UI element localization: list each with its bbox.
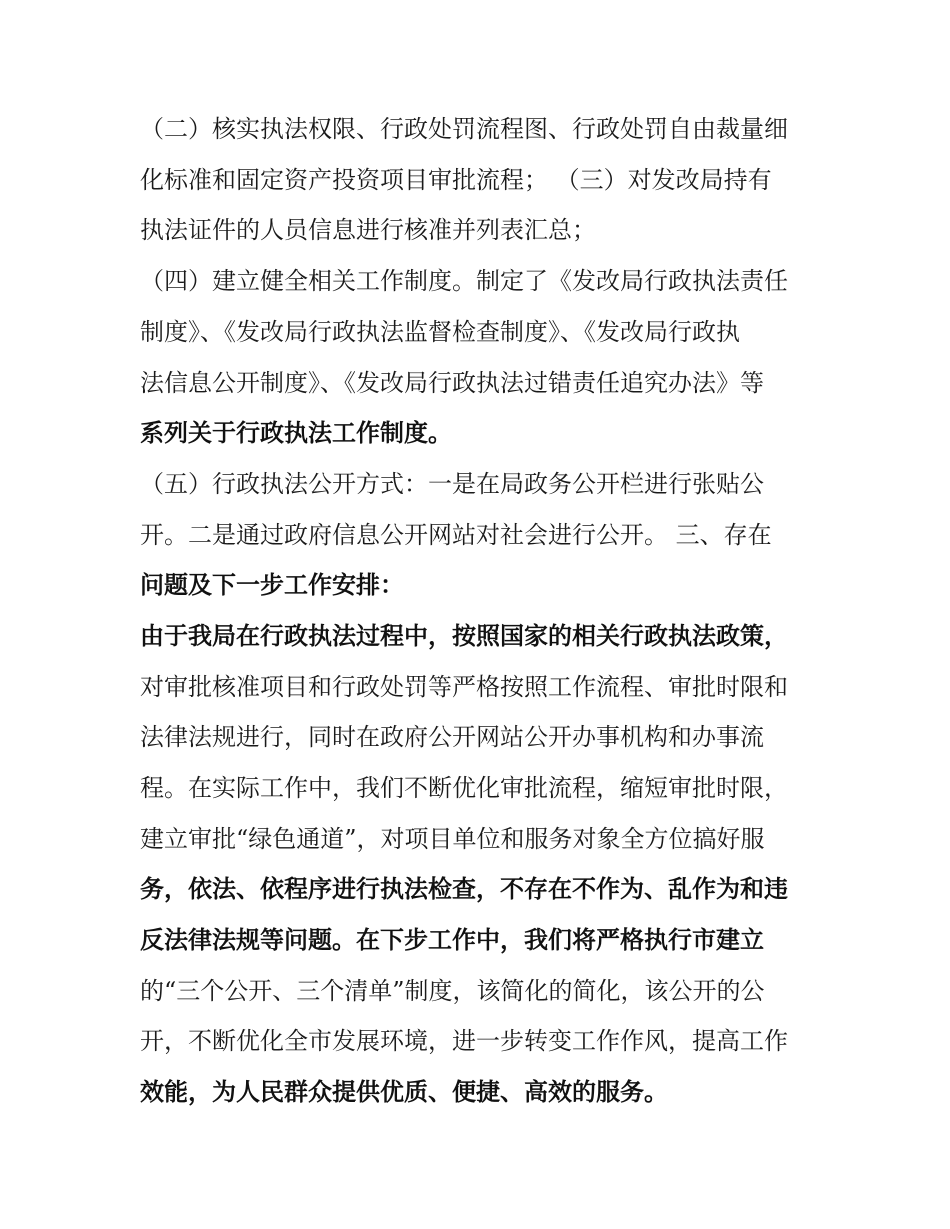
text-line-15: 建立审批“绿色通道”，对项目单位和服务对象全方位搞好服: [140, 825, 765, 853]
text-line-9: 开。二是通过政府信息公开网站对社会进行公开。 三、存在: [140, 521, 772, 549]
text-line-11: 由于我局在行政执法过程中，按照国家的相关行政执法政策，: [140, 622, 788, 650]
text-line-12: 对审批核准项目和行政处罚等严格按照工作流程、审批时限和: [140, 673, 788, 701]
text-line-4: （四）建立健全相关工作制度。制定了《发改局行政执法责任: [140, 267, 788, 295]
text-line-3: 执法证件的人员信息进行核准并列表汇总；: [140, 216, 596, 244]
text-line-13: 法律法规进行，同时在政府公开网站公开办事机构和办事流: [140, 723, 764, 751]
text-line-17: 反法律法规等问题。在下步工作中，我们将严格执行市建立: [140, 926, 764, 954]
text-line-8: （五）行政执法公开方式：一是在局政务公开栏进行张贴公: [140, 470, 764, 498]
text-line-16: 务，依法、依程序进行执法检查，不存在不作为、乱作为和违: [140, 875, 788, 903]
text-line-7: 系列关于行政执法工作制度。: [140, 419, 452, 447]
text-line-19: 开，不断优化全市发展环境，进一步转变工作作风，提高工作: [140, 1027, 788, 1055]
text-line-5: 制度》、《发改局行政执法监督检查制度》、《发改局行政执: [140, 318, 740, 346]
text-line-14: 程。在实际工作中，我们不断优化审批流程，缩短审批时限，: [140, 774, 788, 802]
section-heading: 问题及下一步工作安排：: [140, 571, 404, 599]
text-line-18: 的“三个公开、三个清单”制度，该简化的简化，该公开的公: [140, 977, 765, 1005]
text-line-6: 法信息公开制度》、《发改局行政执法过错责任追究办法》等: [140, 369, 764, 397]
text-line-2: 化标准和固定资产投资项目审批流程； （三）对发改局持有: [140, 166, 772, 194]
text-line-20: 效能，为人民群众提供优质、便捷、高效的服务。: [140, 1078, 668, 1106]
text-line-1: （二）核实执法权限、行政处罚流程图、行政处罚自由裁量细: [140, 115, 788, 143]
